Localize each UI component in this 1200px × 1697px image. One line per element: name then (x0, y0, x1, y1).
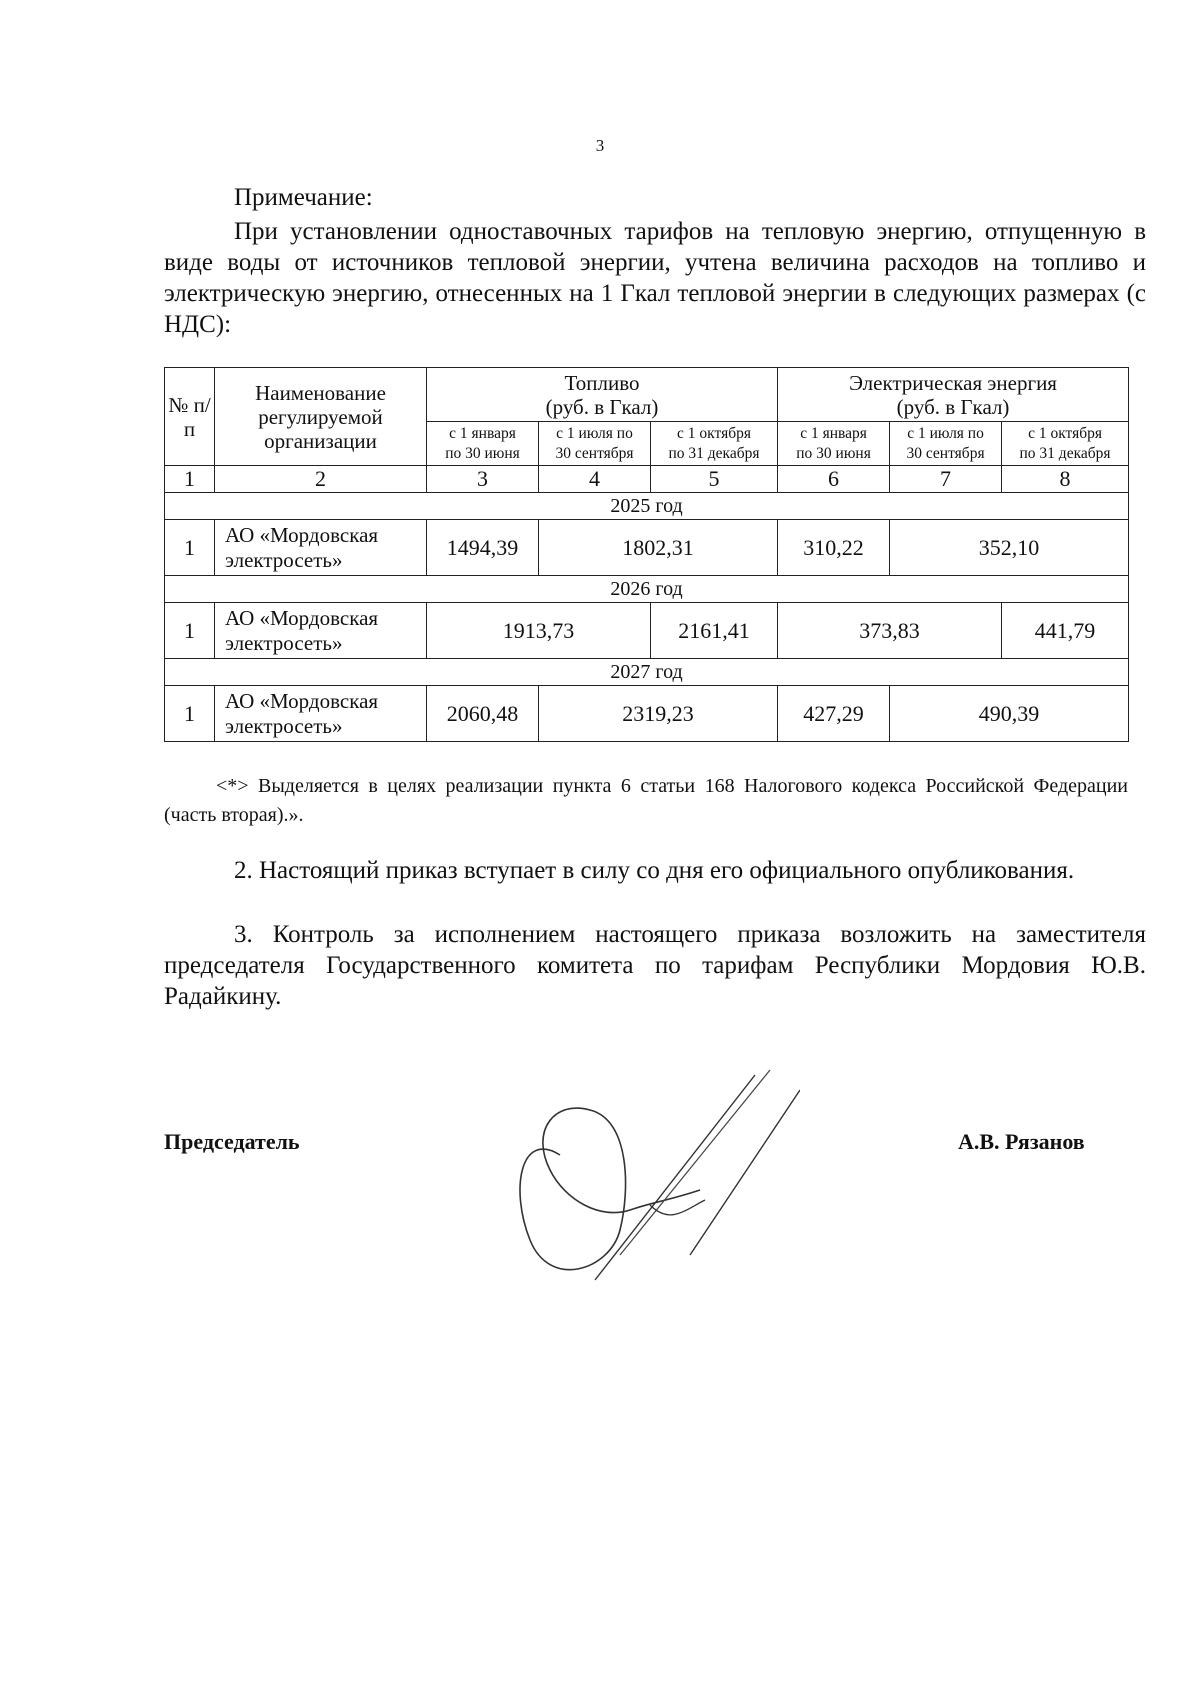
header-elec-title: Электрическая энергия (849, 370, 1057, 395)
fuel-value: 2161,41 (651, 603, 778, 659)
elec-value: 490,39 (890, 686, 1129, 742)
fuel-value: 1913,73 (427, 603, 651, 659)
header-fuel-unit: (руб. в Гкал) (545, 394, 659, 419)
col-index: 3 (427, 466, 539, 493)
elec-value: 441,79 (1002, 603, 1129, 659)
header-elec-unit: (руб. в Гкал) (896, 394, 1010, 419)
handwritten-signature (500, 1060, 800, 1290)
row-num: 1 (165, 603, 215, 659)
header-fuel-title: Топливо (564, 370, 640, 395)
elec-value: 373,83 (778, 603, 1002, 659)
fuel-value: 1802,31 (539, 520, 778, 576)
col-index: 1 (165, 466, 215, 493)
signature-name: А.В. Рязанов (958, 1129, 1085, 1154)
header-num: № п/п (165, 368, 215, 466)
header-elec (778, 368, 1129, 422)
page-number: 3 (595, 136, 605, 155)
header-period-4: с 1 января по 30 июня (778, 422, 890, 466)
col-index: 8 (1002, 466, 1129, 493)
tariff-table (164, 367, 1129, 742)
elec-value: 310,22 (778, 520, 890, 576)
header-org: Наименование регулируемой организации (215, 368, 427, 466)
footnote: <*> Выделяется в целях реализации пункта 6 статьи 168 Налогового кодекса Российской Федерации (часть вторая).». (164, 775, 1128, 826)
elec-value: 352,10 (890, 520, 1129, 576)
col-index: 7 (890, 466, 1002, 493)
note-text: При установлении одноставочных тарифов на тепловую энергию, отпущенную в виде воды от источников тепловой энергии, учтена величина расходов на топливо и электрическую энергию, отнесенных на 1 Гкал тепловой энергии в следующих размерах (с НДС): (164, 218, 1146, 338)
fuel-value: 2319,23 (539, 686, 778, 742)
org-name: АО «Мордовская электросеть» (215, 603, 427, 659)
year-label: 2025 год (165, 493, 1129, 520)
row-num: 1 (165, 520, 215, 576)
note-title: Примечание: (234, 184, 373, 211)
item-2: 2. Настоящий приказ вступает в силу со дня его официального опубликования. (234, 857, 1075, 884)
header-period-5: с 1 июля по 30 сентября (890, 422, 1002, 466)
signature-position: Председатель (164, 1129, 300, 1154)
row-num: 1 (165, 686, 215, 742)
header-period-6: с 1 октября по 31 декабря (1002, 422, 1129, 466)
org-name: АО «Мордовская электросеть» (215, 686, 427, 742)
header-period-3: с 1 октября по 31 декабря (651, 422, 778, 466)
fuel-value: 2060,48 (427, 686, 539, 742)
header-period-2: с 1 июля по 30 сентября (539, 422, 651, 466)
col-index: 2 (215, 466, 427, 493)
fuel-value: 1494,39 (427, 520, 539, 576)
org-name: АО «Мордовская электросеть» (215, 520, 427, 576)
col-index: 4 (539, 466, 651, 493)
year-label: 2026 год (165, 576, 1129, 603)
item-3: 3. Контроль за исполнением настоящего приказа возложить на заместителя председателя Государственного комитета по тарифам Республики Мордовия Ю.В. Радайкину. (164, 921, 1146, 1010)
header-fuel (427, 368, 778, 422)
col-index: 5 (651, 466, 778, 493)
year-label: 2027 год (165, 659, 1129, 686)
col-index: 6 (778, 466, 890, 493)
elec-value: 427,29 (778, 686, 890, 742)
header-period-1: с 1 января по 30 июня (427, 422, 539, 466)
